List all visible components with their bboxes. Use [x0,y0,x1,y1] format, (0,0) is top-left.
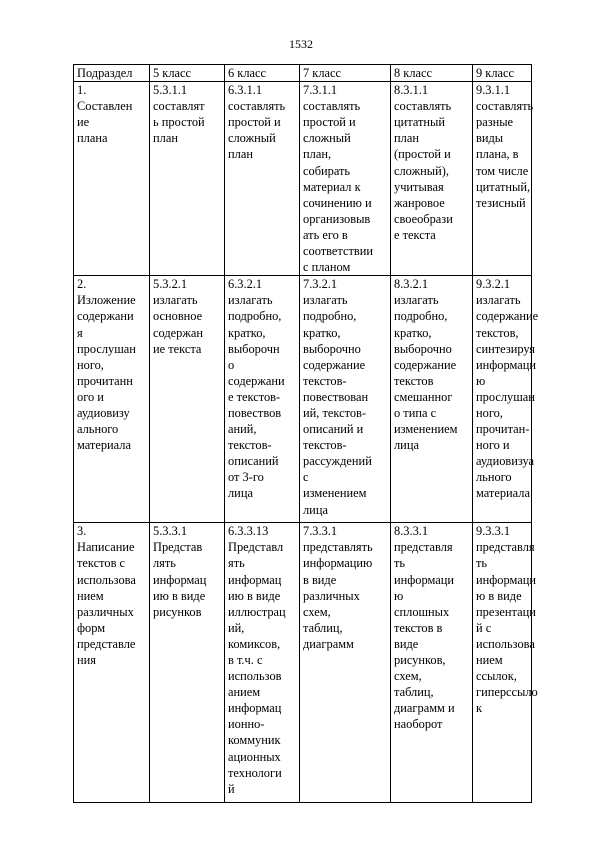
header-grade-6: 6 класс [225,65,300,82]
subsection-cell: 1. Составлен ие плана [74,82,150,276]
grade-7-cell: 7.3.3.1 представлять информацию в виде различных схем, таблиц, диаграмм [300,523,391,803]
grade-6-cell: 6.3.2.1 излагать подробно, кратко, выборочн о содержани е текстов- повествов аний, текстов- описаний от 3-го лица [225,276,300,523]
grade-6-cell: 6.3.3.13 Представл ять информац ию в виде иллюстрац ий, комиксов, в т.ч. с использов анием информац ионно- коммуник ационных технологи й [225,523,300,803]
table-row [74,276,532,523]
table-header-row [74,65,532,82]
header-grade-5: 5 класс [150,65,225,82]
grade-7-cell: 7.3.1.1 составлять простой и сложный план, собирать материал к сочинению и организовыв ать его в соответствии с планом [300,82,391,276]
grade-9-cell: 9.3.1.1 составлять разные виды плана, в том числе цитатный, тезисный [473,82,532,276]
table-row [74,523,532,803]
grade-5-cell: 5.3.3.1 Представ лять информац ию в виде рисунков [150,523,225,803]
curriculum-table [73,64,539,803]
subsection-cell: 3. Написание текстов с использова нием различных форм представле ния [74,523,150,803]
header-grade-7: 7 класс [300,65,391,82]
grade-5-cell: 5.3.2.1 излагать основное содержан ие текста [150,276,225,523]
grade-8-cell: 8.3.3.1 представля ть информаци ю сплошных текстов в виде рисунков, схем, таблиц, диаграмм и наоборот [391,523,473,803]
grade-9-cell: 9.3.3.1 представля ть информаци ю в виде презентаци й с использова нием ссылок, гиперссыло к [473,523,532,803]
grade-5-cell: 5.3.1.1 составлят ь простой план [150,82,225,276]
grade-9-cell: 9.3.2.1 излагать содержание текстов, синтезируя информаци ю прослушан ного, прочитан- ного и аудиовизуа льного материала [473,276,532,523]
header-grade-8: 8 класс [391,65,473,82]
table-row [74,82,532,276]
header-grade-9: 9 класс [473,65,532,82]
grade-8-cell: 8.3.2.1 излагать подробно, кратко, выборочно содержание текстов смешанног о типа с изменением лица [391,276,473,523]
header-subsection: Подраздел [74,65,150,82]
subsection-cell: 2. Изложение содержани я прослушан ного, прочитанн ого и аудиовизу ального материала [74,276,150,523]
grade-6-cell: 6.3.1.1 составлять простой и сложный план [225,82,300,276]
grade-7-cell: 7.3.2.1 излагать подробно, кратко, выборочно содержание текстов- повествован ий, текстов- описаний и текстов- рассуждений с изменением лица [300,276,391,523]
page-number: 1532 [289,37,313,51]
grade-8-cell: 8.3.1.1 составлять цитатный план (простой и сложный), учитывая жанровое своеобрази е текста [391,82,473,276]
